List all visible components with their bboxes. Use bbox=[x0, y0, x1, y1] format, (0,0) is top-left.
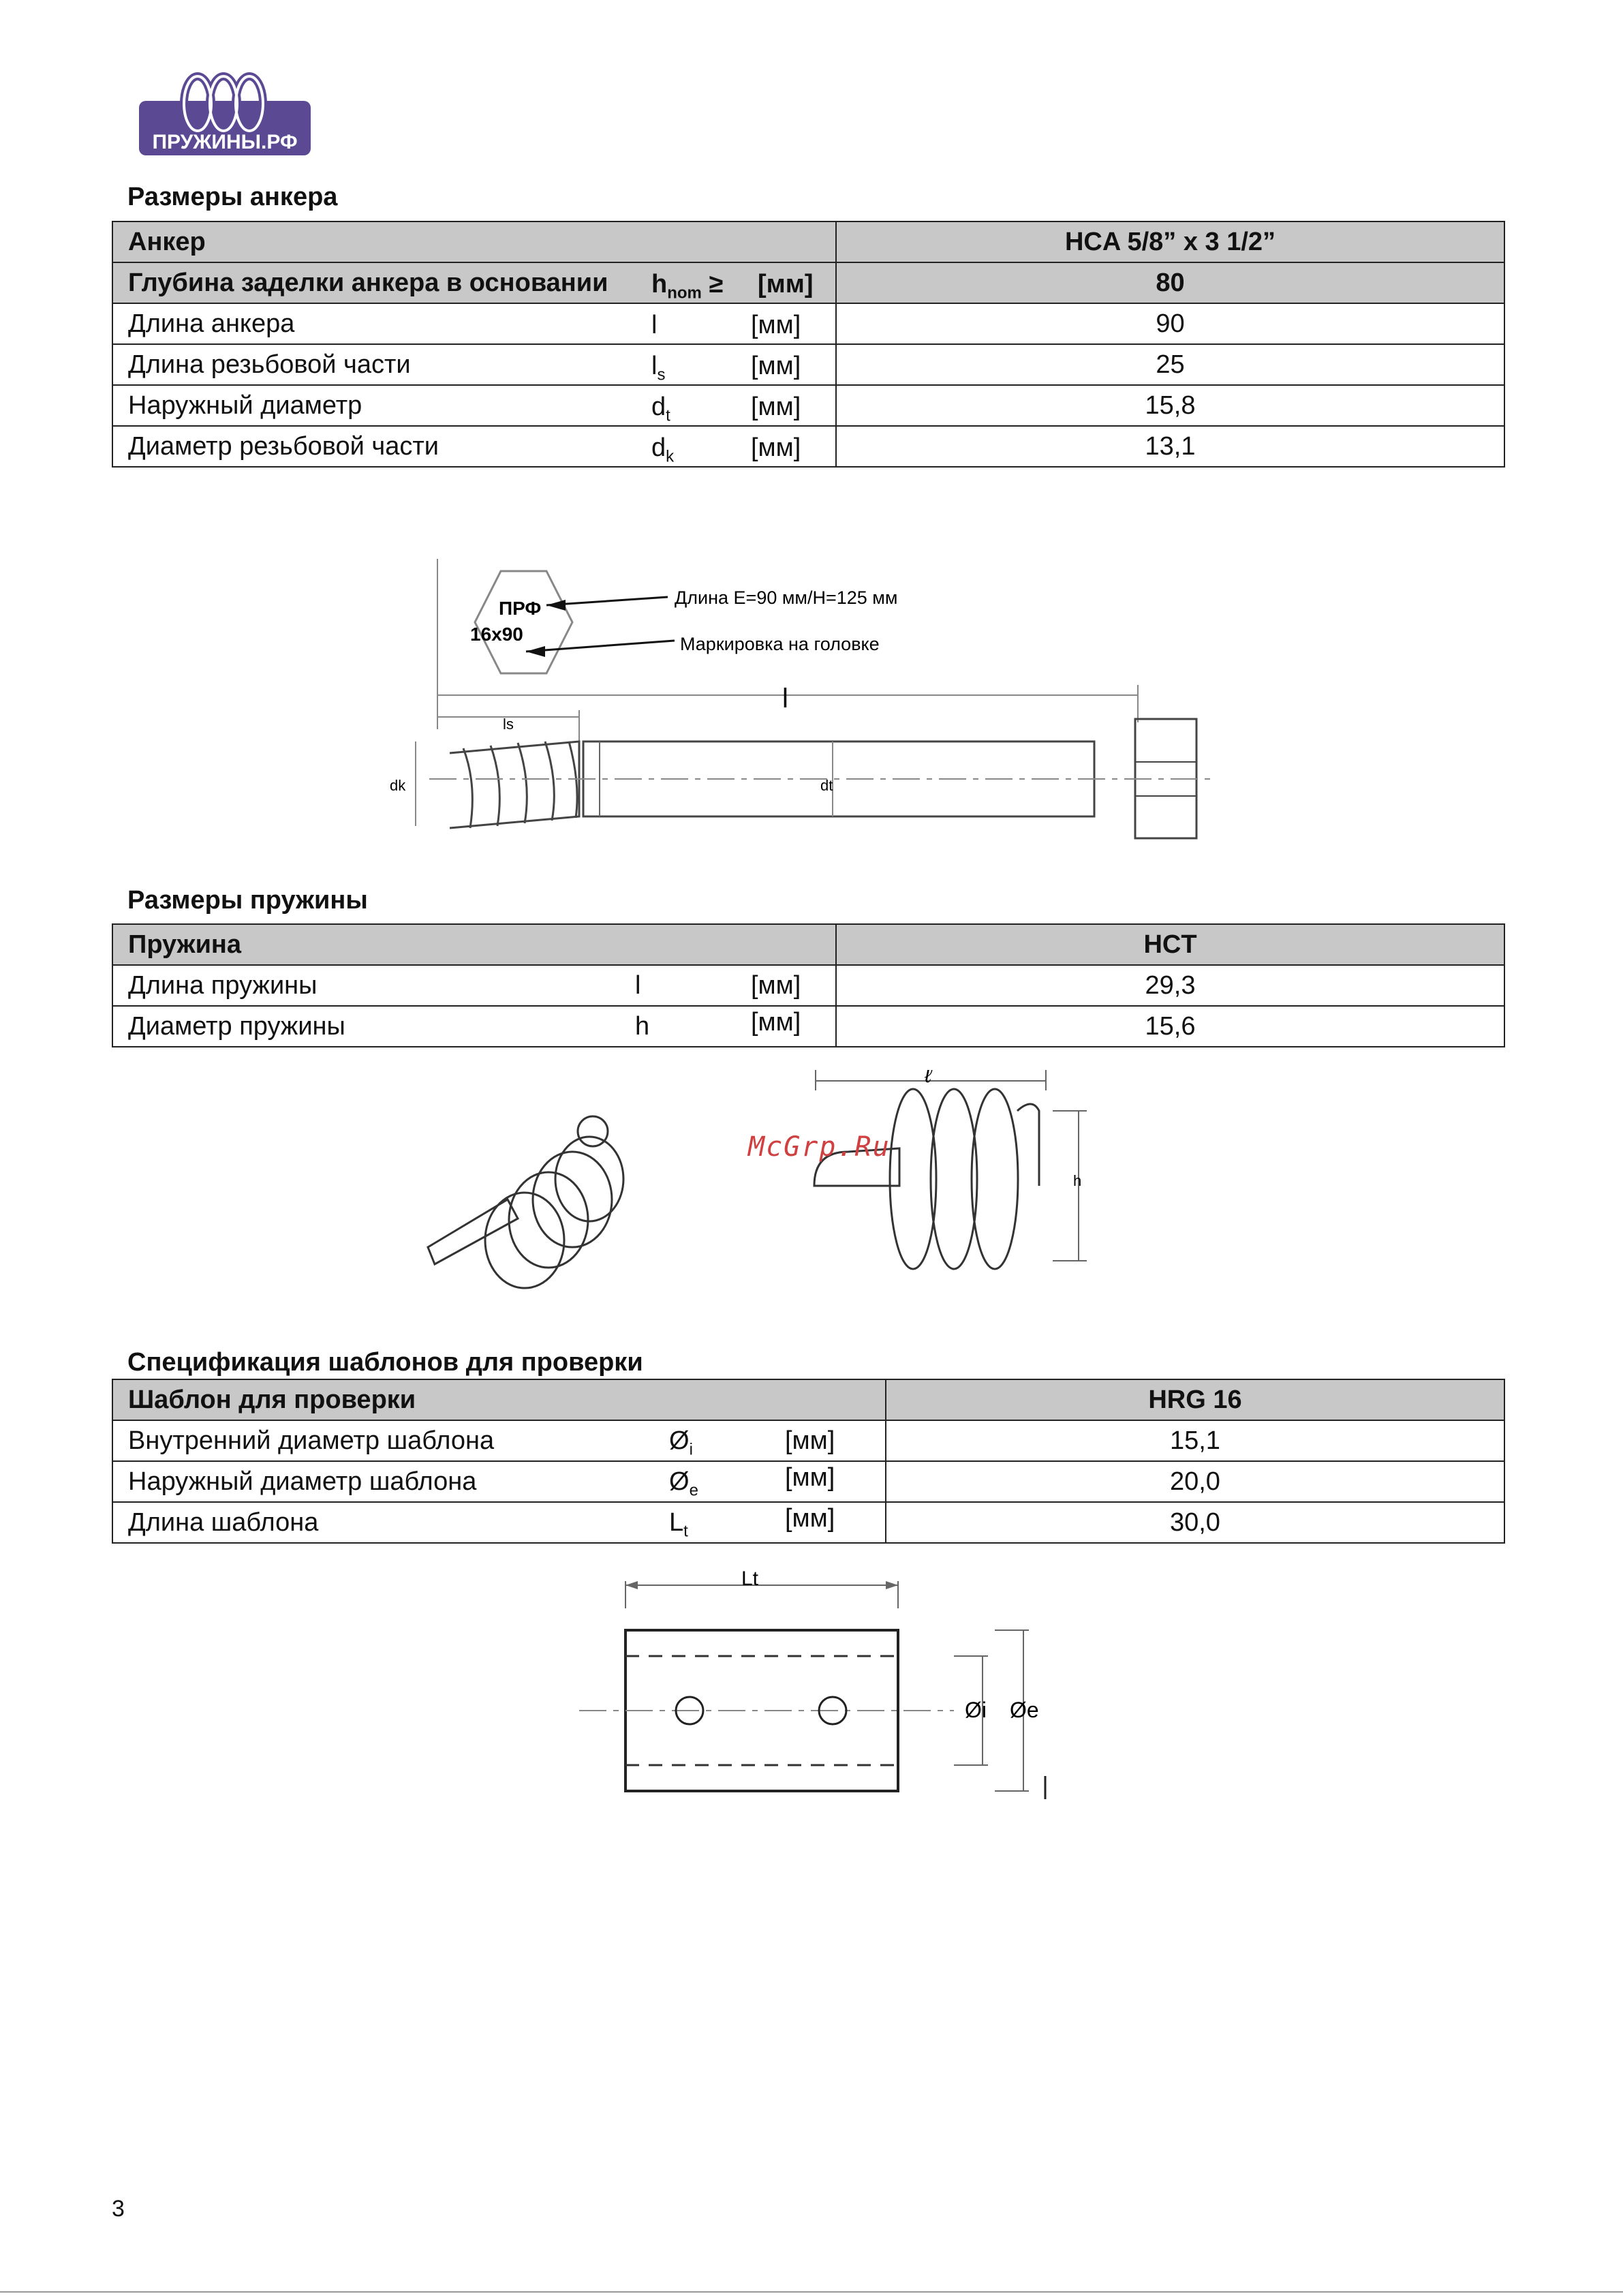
anchor-table bbox=[112, 221, 1505, 468]
logo-spring-icon bbox=[139, 68, 311, 155]
spring-header-value: HCT bbox=[836, 924, 1504, 965]
row-symbol: $d_k$ bbox=[651, 433, 675, 466]
watermark: McGrp.Ru bbox=[748, 1131, 891, 1163]
row-symbol: $h_{nom}$ ≥ bbox=[651, 270, 724, 303]
row-value: 15,8 bbox=[836, 385, 1504, 426]
row-label: Длина пружины bbox=[128, 970, 318, 1000]
dim-dt-label: dt bbox=[820, 777, 833, 794]
row-label: Наружный диаметр шаблона bbox=[128, 1467, 477, 1496]
row-unit: [мм] bbox=[785, 1463, 835, 1492]
table-row bbox=[112, 1461, 1504, 1502]
logo bbox=[139, 68, 311, 155]
row-value: 25 bbox=[836, 344, 1504, 385]
row-unit: [мм] bbox=[785, 1504, 835, 1533]
anchor-drawing bbox=[368, 559, 1226, 872]
spring-header-label: Пружина bbox=[112, 924, 836, 965]
row-unit: [мм] bbox=[751, 352, 801, 380]
row-unit: [мм] bbox=[751, 1008, 801, 1037]
anchor-table-header bbox=[112, 221, 1504, 262]
table-row bbox=[112, 1006, 1504, 1047]
callout-marking: Маркировка на головке bbox=[680, 634, 880, 654]
table-row bbox=[112, 303, 1504, 344]
table-row bbox=[112, 965, 1504, 1006]
row-value: 13,1 bbox=[836, 426, 1504, 467]
row-symbol: $d_t$ bbox=[651, 393, 670, 425]
dim-oi-label: Øi bbox=[965, 1698, 987, 1722]
head-marking-line2: 16x90 bbox=[470, 624, 523, 645]
row-label: Длина резьбовой части bbox=[128, 350, 411, 379]
row-symbol: l bbox=[651, 311, 658, 339]
dim-dk-label: dk bbox=[390, 777, 406, 794]
footer-divider bbox=[0, 2291, 1623, 2293]
table-row bbox=[112, 385, 1504, 426]
anchor-header-label: Анкер bbox=[112, 221, 836, 262]
dim-lt-label: Lt bbox=[741, 1567, 759, 1590]
row-label: Глубина заделки анкера в основании bbox=[128, 268, 608, 297]
row-symbol: $Ø_i$ bbox=[669, 1426, 693, 1459]
gauge-table bbox=[112, 1379, 1505, 1544]
row-value: 15,1 bbox=[886, 1420, 1504, 1461]
gauge-header-value: HRG 16 bbox=[886, 1379, 1504, 1420]
dim-oe-label: Øe bbox=[1010, 1698, 1039, 1722]
head-marking-line1: ПРФ bbox=[499, 598, 542, 619]
row-label: Диаметр пружины bbox=[128, 1011, 345, 1041]
callout-length: Длина E=90 мм/H=125 мм bbox=[675, 587, 898, 608]
row-label: Наружный диаметр bbox=[128, 391, 362, 420]
row-label: Длина анкера bbox=[128, 309, 295, 338]
logo-text: ПРУЖИНЫ.РФ bbox=[152, 131, 298, 153]
gauge-drawing bbox=[566, 1567, 1056, 1813]
row-symbol: h bbox=[635, 1012, 650, 1041]
table-row bbox=[112, 1502, 1504, 1543]
row-value: 20,0 bbox=[886, 1461, 1504, 1502]
row-symbol: $Ø_e$ bbox=[669, 1467, 698, 1500]
hex-head-outline bbox=[475, 571, 572, 673]
row-value: 90 bbox=[836, 303, 1504, 344]
spring-table-header bbox=[112, 924, 1504, 965]
table-row bbox=[112, 262, 1504, 303]
row-unit: [мм] bbox=[751, 971, 801, 1000]
spring-section-title: Размеры пружины bbox=[127, 886, 368, 915]
row-value: 30,0 bbox=[886, 1502, 1504, 1543]
row-label: Внутренний диаметр шаблона bbox=[128, 1426, 495, 1455]
row-symbol: $l_s$ bbox=[651, 352, 666, 384]
row-value: 80 bbox=[836, 262, 1504, 303]
dim-spring-h-label: h bbox=[1073, 1172, 1082, 1189]
anchor-section-title: Размеры анкера bbox=[127, 183, 338, 211]
row-unit: [мм] bbox=[785, 1426, 835, 1455]
page-number: 3 bbox=[112, 2196, 125, 2222]
spring-3d-drawing bbox=[416, 1111, 668, 1295]
row-symbol: $L_t$ bbox=[669, 1508, 688, 1541]
row-value: 29,3 bbox=[836, 965, 1504, 1006]
row-label: Длина шаблона bbox=[128, 1507, 319, 1537]
row-symbol: l bbox=[635, 971, 641, 1000]
dim-ls-label: ls bbox=[503, 716, 514, 733]
dim-spring-l-label: ℓ bbox=[925, 1070, 932, 1087]
dim-l-label: l bbox=[782, 684, 788, 714]
anchor-thread bbox=[450, 741, 579, 828]
spring-side-drawing bbox=[801, 1070, 1094, 1274]
row-unit: [мм] bbox=[751, 433, 801, 462]
gauge-table-header bbox=[112, 1379, 1504, 1420]
row-label: Диаметр резьбовой части bbox=[128, 431, 439, 461]
table-row bbox=[112, 344, 1504, 385]
table-row bbox=[112, 426, 1504, 467]
row-unit: [мм] bbox=[751, 393, 801, 421]
gauge-header-label: Шаблон для проверки bbox=[112, 1379, 886, 1420]
anchor-header-value: HCA 5/8” x 3 1/2” bbox=[836, 221, 1504, 262]
spring-table bbox=[112, 923, 1505, 1047]
row-unit: [мм] bbox=[751, 311, 801, 339]
row-unit: [мм] bbox=[758, 270, 814, 299]
row-value: 15,6 bbox=[836, 1006, 1504, 1047]
table-row bbox=[112, 1420, 1504, 1461]
gauge-section-title: Спецификация шаблонов для проверки bbox=[127, 1348, 643, 1377]
